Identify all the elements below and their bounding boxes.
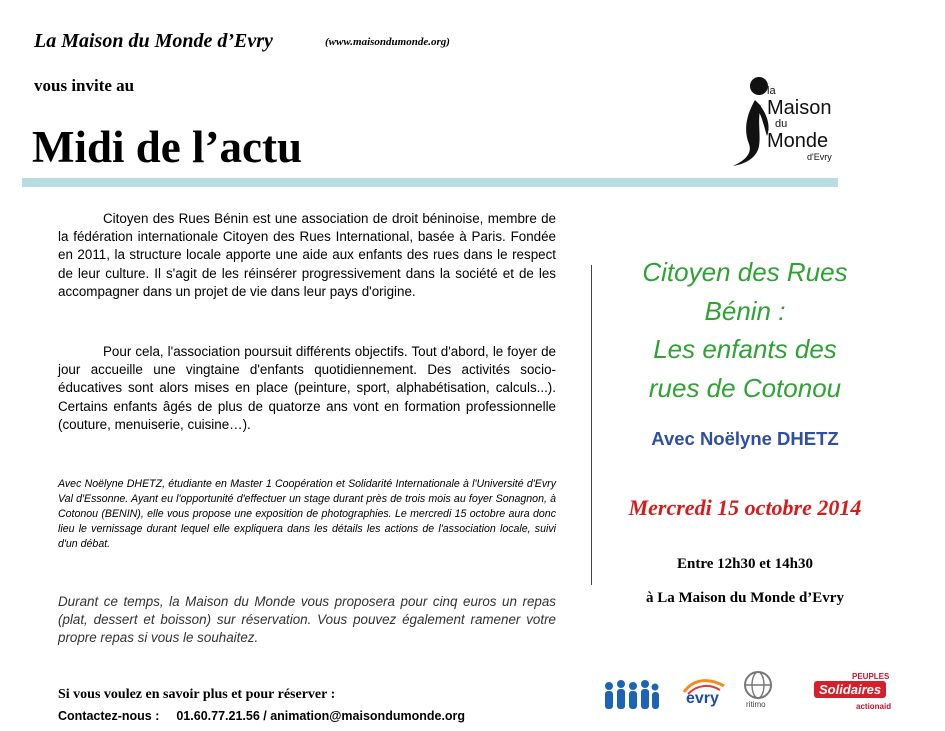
contact-email[interactable]: / animation@maisondumonde.org [263, 709, 466, 723]
globe-icon [741, 670, 775, 700]
event-title-line: rues de Cotonou [648, 372, 842, 403]
logo-line-la: la [767, 85, 776, 97]
logo-text [767, 86, 832, 162]
objectives-paragraph-text: Pour cela, l'association poursuit différents objectifs. Tout d'abord, le foyer de jour accueille une vingtaine d'enfants quotidiennement. Des activités socio-éducatives sont alors mises en place (peinture, sport, alphabétisation, calculs...). Certains enfants âgés de plus de quatorze ans vont en formation professionnelle (couture, menuiserie, cuisine…). [58, 344, 556, 432]
intro-paragraph [58, 210, 556, 301]
logo-line-evry: d'Evry [807, 152, 832, 162]
peuples-text: PEUPLES [852, 672, 890, 681]
evry-logo [680, 676, 728, 710]
evry-logo-text: evry [686, 690, 719, 707]
event-time: Entre 12h30 et 14h30 [677, 556, 813, 572]
event-title-line: Les enfants des [653, 334, 837, 364]
event-date: Mercredi 15 octobre 2014 [628, 495, 862, 520]
org-name: La Maison du Monde d’Evry [34, 30, 273, 52]
event-title-line: Bénin : [704, 295, 786, 326]
event-title-line: Citoyen des Rues [642, 257, 848, 287]
objectives-paragraph [58, 343, 556, 434]
contact-phone[interactable]: 01.60.77.21.56 [176, 709, 260, 723]
peuples-solidaires-logo [808, 672, 906, 716]
footer-info: Si vous voulez en savoir plus et pour réserver : [58, 687, 336, 702]
ritimo-logo-text: ritimo [746, 700, 766, 709]
speaker-paragraph [58, 477, 556, 552]
people-group-logo-icon [602, 678, 660, 712]
column-divider [591, 265, 592, 585]
maison-du-monde-logo [725, 74, 843, 174]
meal-paragraph [58, 593, 556, 648]
event-place: à La Maison du Monde d’Evry [646, 590, 844, 606]
solidaires-text: Solidaires [814, 681, 886, 698]
logo-line-maison: Maison [767, 97, 832, 119]
speaker-paragraph-text: Avec Noëlyne DHETZ, étudiante en Master 1 Coopération et Solidarité Internationale à l'Université d'Evry Val d'Essonne. Ayant eu l'opportunité d'effectuer un stage durant près de trois mois au foyer Sonagnon, à Cotonou (BENIN), elle vous propose une exposition de photographies. Le mercredi 15 octobre aura donc lieu le vernissage durant lequel elle expliquera dans les détails les actions de l'association locale, suivi d'un débat. [58, 478, 556, 550]
footer-contact [58, 709, 465, 723]
logo-line-du: du [775, 118, 788, 130]
title-underline-bar [22, 178, 838, 187]
event-title [595, 253, 895, 407]
logo-line-monde: Monde [767, 130, 829, 152]
invite-text: vous invite au [34, 76, 135, 95]
actionaid-text: actionaid [856, 702, 892, 711]
intro-paragraph-text: Citoyen des Rues Bénin est une association de droit béninoise, membre de la fédération internationale Citoyen des Rues International, basée à Paris. Fondée en 2011, la structure locale apporte une aide aux enfants des rues dans le respect de leur culture. Il s'agit de les réinsérer progressivement dans la société et de les accompagner dans un projet de vie dans leur pays d'origine. [58, 211, 556, 299]
ritimo-logo [738, 670, 778, 714]
meal-paragraph-text: Durant ce temps, la Maison du Monde vous proposera pour cinq euros un repas (plat, dessert et boisson) sur réservation. Vous pouvez également ramener votre propre repas si vous le souhaitez. [58, 594, 556, 646]
org-url[interactable]: (www.maisondumonde.org) [325, 36, 450, 48]
page-title: Midi de l’actu [32, 122, 302, 172]
partner-logos [600, 668, 910, 718]
event-speaker: Avec Noëlyne DHETZ [651, 428, 839, 449]
contact-label: Contactez-nous : [58, 709, 160, 723]
